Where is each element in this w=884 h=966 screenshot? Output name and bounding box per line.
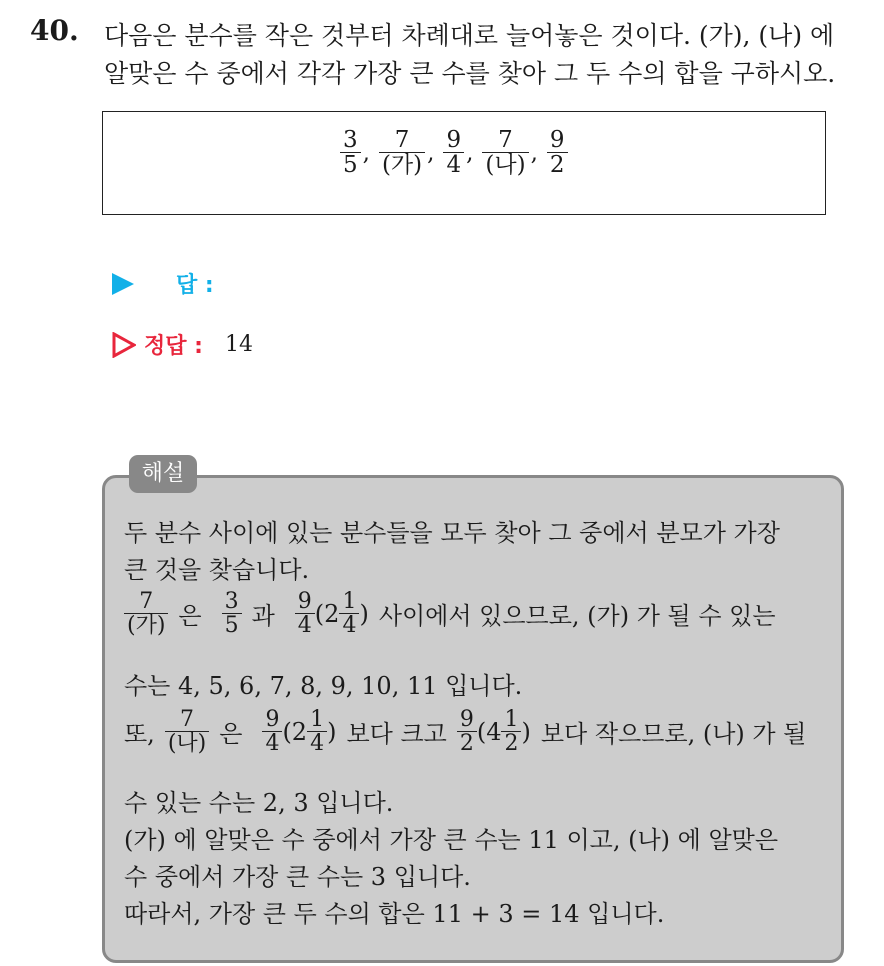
fraction <box>295 590 315 637</box>
explanation-line5 <box>124 708 806 755</box>
numerator: 1 <box>504 707 519 732</box>
key-answer-label: 정답 : <box>144 334 203 359</box>
seq-fraction-3 <box>443 128 464 177</box>
fraction <box>165 708 209 755</box>
numerator: 9 <box>297 589 312 614</box>
numerator: 9 <box>265 707 280 732</box>
seq-fraction-2 <box>379 128 425 177</box>
denominator: 4 <box>262 731 282 755</box>
text: 은 <box>178 602 202 631</box>
answer-row <box>112 268 214 299</box>
paren-close: ) <box>327 717 337 746</box>
mixed-number-whole: (2 <box>282 717 308 746</box>
seq-num: 3 <box>343 127 358 153</box>
seq-den: 2 <box>547 152 568 177</box>
answer-label: 답 : <box>176 273 214 298</box>
mixed-number-whole: (2 <box>314 599 340 628</box>
numerator: 1 <box>310 707 325 732</box>
denominator: (가) <box>124 613 168 637</box>
numerator: 1 <box>342 589 357 614</box>
play-triangle-icon <box>112 273 134 295</box>
seq-comma: , <box>362 139 370 166</box>
text: 또, <box>124 720 155 749</box>
paren-close: ) <box>521 717 531 746</box>
paren-close: ) <box>359 599 369 628</box>
explanation-line6: 수 있는 수는 2, 3 입니다. <box>124 789 394 817</box>
seq-den: 4 <box>443 152 464 177</box>
denominator: 2 <box>457 731 477 755</box>
text: 은 <box>219 720 243 749</box>
seq-fraction-1 <box>340 128 361 177</box>
mixed-number-whole: (4 <box>476 717 502 746</box>
seq-den: (나) <box>482 152 528 177</box>
seq-num: 9 <box>446 127 462 153</box>
outline-triangle-icon <box>112 332 136 358</box>
explanation-line4: 수는 4, 5, 6, 7, 8, 9, 10, 11 입니다. <box>124 672 523 700</box>
denominator: 4 <box>307 731 327 755</box>
fraction <box>339 590 359 637</box>
explanation-line8: 수 중에서 가장 큰 수는 3 입니다. <box>124 863 471 891</box>
fraction <box>222 590 242 637</box>
question-number: 40. <box>30 14 79 47</box>
denominator: 4 <box>339 613 359 637</box>
fraction <box>124 590 168 637</box>
seq-num: 9 <box>549 127 565 153</box>
explanation-line1: 두 분수 사이에 있는 분수들을 모두 찾아 그 중에서 분모가 가장 <box>124 519 780 547</box>
seq-comma: , <box>466 139 474 166</box>
fraction <box>501 708 521 755</box>
question-text-line2: 알맞은 수 중에서 각각 가장 큰 수를 찾아 그 두 수의 합을 구하시오. <box>104 59 836 88</box>
text: 사이에서 있으므로, (가) 가 될 수 있는 <box>378 602 776 631</box>
fraction <box>262 708 282 755</box>
explanation-line9: 따라서, 가장 큰 두 수의 합은 11 + 3 = 14 입니다. <box>124 900 665 928</box>
seq-den: 5 <box>340 152 361 177</box>
fraction <box>307 708 327 755</box>
denominator: 5 <box>222 613 242 637</box>
fraction <box>457 708 477 755</box>
seq-den: (가) <box>379 152 425 177</box>
key-answer-value: 14 <box>224 332 253 357</box>
seq-fraction-4 <box>482 128 528 177</box>
numerator: 3 <box>224 589 239 614</box>
text: 보다 크고 <box>346 720 447 749</box>
denominator: (나) <box>165 731 209 755</box>
explanation-line2: 큰 것을 찾습니다. <box>124 556 310 584</box>
key-answer-row <box>112 329 253 360</box>
explanation-line3 <box>124 590 776 637</box>
text: 과 <box>251 602 275 631</box>
seq-comma: , <box>427 139 435 166</box>
seq-num: 7 <box>498 127 513 153</box>
numerator: 7 <box>180 707 195 732</box>
numerator: 9 <box>459 707 474 732</box>
seq-num: 7 <box>394 127 410 153</box>
question-text-line1: 다음은 분수를 작은 것부터 차례대로 늘어놓은 것이다. (가), (나) 에 <box>104 21 835 50</box>
denominator: 4 <box>295 613 315 637</box>
numerator: 7 <box>139 589 154 614</box>
seq-fraction-5 <box>547 128 568 177</box>
seq-comma: , <box>530 139 538 166</box>
denominator: 2 <box>501 731 521 755</box>
explanation-line7: (가) 에 알맞은 수 중에서 가장 큰 수는 11 이고, (나) 에 알맞은 <box>124 826 779 854</box>
fraction-sequence <box>340 128 568 177</box>
text: 보다 작으므로, (나) 가 될 <box>540 720 807 749</box>
explanation-tag: 해설 <box>129 455 197 493</box>
